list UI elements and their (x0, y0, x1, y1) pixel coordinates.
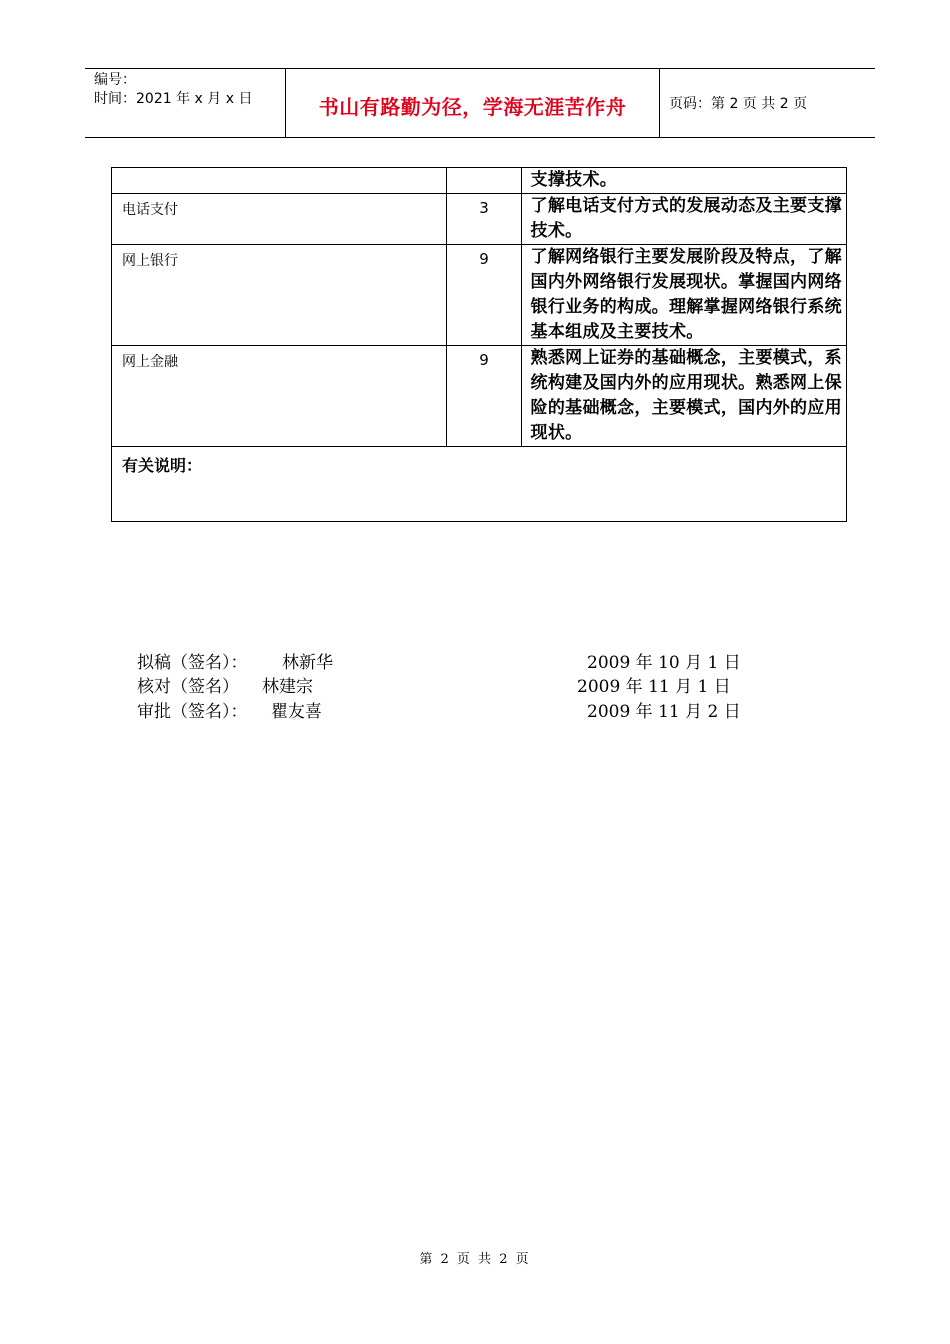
table-row (112, 346, 847, 447)
page-footer: 第 2 页 共 2 页 (419, 1252, 531, 1267)
table-row (112, 168, 847, 194)
header-meta-cell (85, 69, 286, 137)
number-label: 编号： (94, 72, 136, 88)
approve-name: 瞿友喜 (271, 702, 322, 722)
hours-cell: 9 (447, 245, 521, 346)
course-content-table (111, 167, 847, 522)
hours-cell (447, 168, 521, 194)
topic-cell: 网上金融 (112, 346, 447, 447)
motto-text: 书山有路勤为径，学海无涯苦作舟 (318, 95, 627, 119)
description-cell: 支撑技术。 (521, 168, 846, 194)
page-number-label: 页码：第 2 页 共 2 页 (669, 96, 808, 112)
hours-cell: 3 (447, 194, 521, 245)
check-name: 林建宗 (262, 677, 313, 697)
description-cell: 了解电话支付方式的发展动态及主要支撑技术。 (521, 194, 846, 245)
page-header (85, 68, 875, 138)
draft-name: 林新华 (282, 653, 333, 673)
approve-date: 2009 年 11 月 2 日 (587, 702, 741, 722)
table-row (112, 245, 847, 346)
description-cell: 熟悉网上证券的基础概念，主要模式，系统构建及国内外的应用现状。熟悉网上保险的基础概念，主要模式，国内外的应用现状。 (521, 346, 846, 447)
topic-cell: 电话支付 (112, 194, 447, 245)
check-date: 2009 年 11 月 1 日 (577, 677, 731, 697)
header-motto-cell (286, 69, 660, 137)
hours-cell: 9 (447, 346, 521, 447)
date-label: 时间：2021 年 x 月 x 日 (94, 91, 253, 107)
description-cell: 了解网络银行主要发展阶段及特点，了解国内外网络银行发展现状。掌握国内网络银行业务的构成。理解掌握网络银行系统基本组成及主要技术。 (521, 245, 846, 346)
topic-cell (112, 168, 447, 194)
table-row (112, 194, 847, 245)
notes-row (112, 447, 847, 522)
notes-label: 有关说明： (112, 447, 847, 522)
draft-date: 2009 年 10 月 1 日 (587, 653, 741, 673)
draft-label: 拟稿（签名）： (137, 653, 248, 673)
approve-label: 审批（签名）： (137, 702, 248, 722)
check-label: 核对（签名） (137, 677, 239, 697)
topic-cell: 网上银行 (112, 245, 447, 346)
